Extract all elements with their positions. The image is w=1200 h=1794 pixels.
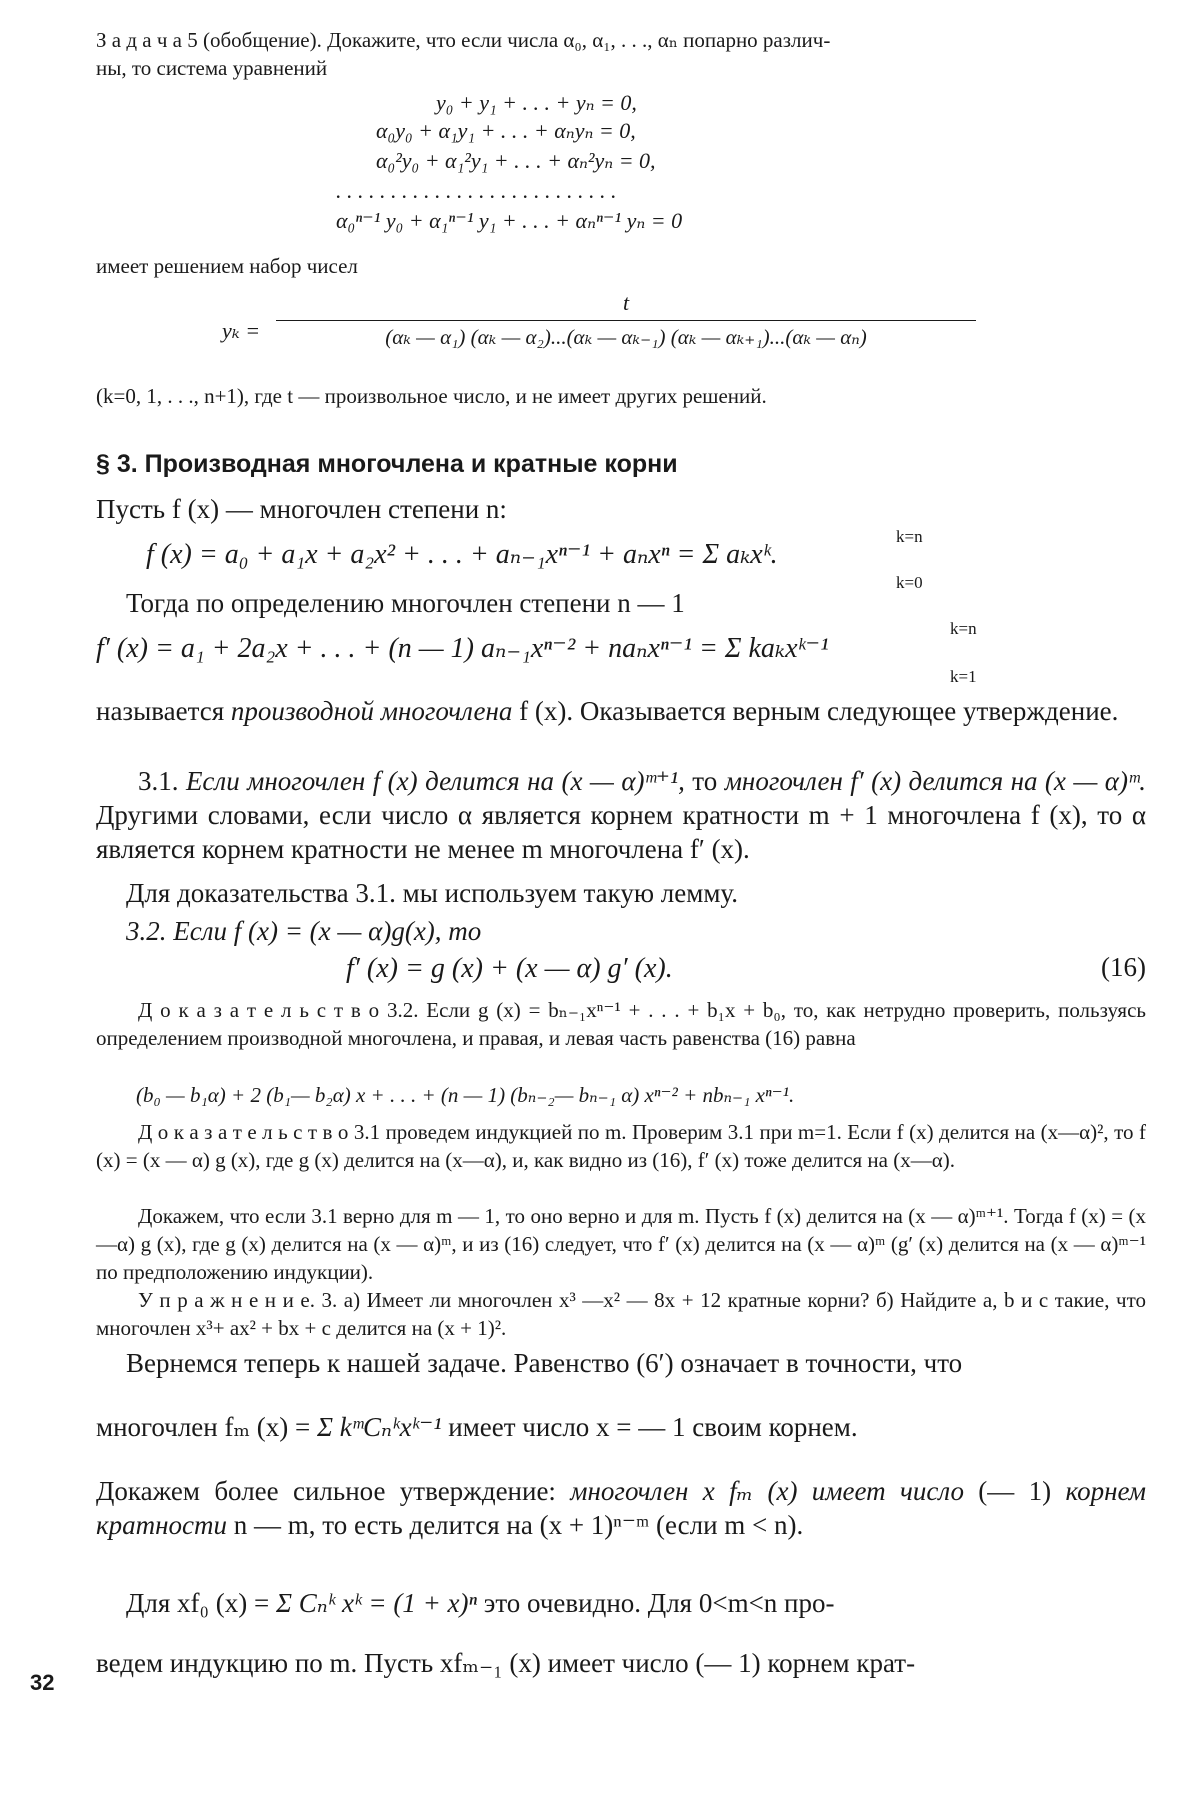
equation-fprime: f′ (x) = a₁ + 2a₂x + . . . + (n — 1) aₙ₋₁xⁿ⁻² + naₙxⁿ⁻¹ = Σ kaₖxᵏ⁻¹ [96, 633, 829, 664]
system-eq1: y₀ + y₁ + . . . + yₙ = 0, [436, 90, 637, 115]
equation-16-number: (16) [1101, 952, 1146, 982]
section-heading: § 3. Производная многочлена и кратные корни [96, 450, 678, 478]
derivative-term: производной многочлена [230, 696, 513, 726]
exercise-3: У п р а ж н е н и е. 3. а) Имеет ли многочлен x³ —x² — 8x + 12 кратные корни? б) Найдите a, b и c такие, что многочлен x³+ ax² + bx + c делится на (x + 1)². [96, 1288, 1146, 1340]
para-fm-root [96, 1410, 1146, 1444]
sum-bottom-label: k=0 [896, 573, 923, 592]
claim-text-e: n — m, то есть делится на (x + 1)ⁿ⁻ᵐ (если m < n). [227, 1510, 804, 1540]
sum2-bottom-label: k=1 [950, 667, 977, 686]
has-solution-text: имеет решением набор чисел [96, 254, 358, 278]
system-eq2: α₀y₀ + α₁y₁ + . . . + αₙyₙ = 0, [376, 118, 636, 143]
problem5-line2: ны, то система уравнений [96, 56, 328, 80]
base-case-lhs: Для xf₀ (x) = [126, 1588, 276, 1618]
fm-sum: Σ kᵐCₙᵏxᵏ⁻¹ [316, 1412, 442, 1442]
para-induction: ведем индукцию по m. Пусть xfₘ₋₁ (x) имеет число (— 1) корнем крат- [96, 1648, 916, 1678]
statement-3-2: 3.2. Если f (x) = (x — α)g(x), то [126, 916, 482, 946]
statement-3-1-conclusion: многочлен f′ (x) делится на (x — α)ᵐ. [724, 766, 1146, 796]
fm-lhs: многочлен fₘ (x) = [96, 1412, 317, 1442]
fraction-bar [276, 320, 976, 321]
para-derivative-def [96, 694, 1146, 728]
statement-3-1-number: 3.1. [138, 766, 179, 796]
problem5-tail: (k=0, 1, . . ., n+1), где t — произвольное число, и не имеет других решений. [96, 384, 767, 408]
problem5-line1: З а д а ч а 5 (обобщение). Докажите, что если числа α₀, α₁, . . ., αₙ попарно различ- [96, 28, 831, 52]
proof-3-1-induction: Докажем, что если 3.1 верно для m — 1, то оно верно и для m. Пусть f (x) делится на (x — α)ᵐ⁺¹. Тогда f (x) = (x—α) g (x), где g (x) делится на (x — α)ᵐ, и из (16) следует, что f′ (x) делится на (x — α)ᵐ (g′ (x) делится на (x — α)ᵐ⁻¹ по предположению индукции). [96, 1204, 1146, 1284]
sum-top-label: k=n [896, 527, 923, 546]
para-then: Тогда по определению многочлен степени n — 1 [126, 588, 685, 618]
system-eq4: α₀ⁿ⁻¹ y₀ + α₁ⁿ⁻¹ y₁ + . . . + αₙⁿ⁻¹ yₙ = 0 [336, 208, 683, 233]
base-case-sum: Σ Cₙᵏ xᵏ = (1 + x)ⁿ [275, 1588, 478, 1618]
proof-3-1: Д о к а з а т е л ь с т в о 3.1 проведем индукцией по m. Проверим 3.1 при m=1. Если f (x) делится на (x—α)², то f (x) = (x — α) g (x), где g (x) делится на (x—α), и, как видно из (16), f′ (x) тоже делится на (x—α). [96, 1120, 1146, 1172]
para-lemma-intro: Для доказательства 3.1. мы используем такую лемму. [126, 878, 738, 908]
claim-text-c: (— 1) [963, 1476, 1066, 1506]
claim-text-a: Докажем более сильное утверждение: [96, 1476, 571, 1506]
system-eq3: α₀²y₀ + α₁²y₁ + . . . + αₙ²yₙ = 0, [376, 148, 656, 173]
statement-3-1-rephrase: Другими словами, если число α является корнем кратности m + 1 многочлена f (x), то α является корнем кратности не менее m многочлена f′ (x). [96, 800, 1146, 864]
para-return: Вернемся теперь к нашей задаче. Равенство (6′) означает в точности, что [126, 1348, 963, 1378]
equation-16: f′ (x) = g (x) + (x — α) g′ (x). [346, 953, 673, 984]
yk-fraction [276, 290, 976, 350]
page-number: 32 [30, 1670, 55, 1695]
statement-3-1-then: то [684, 766, 725, 796]
statement-3-1 [96, 764, 1146, 866]
base-case-rhs: это очевидно. Для 0<m<n про- [477, 1588, 835, 1618]
fm-rhs: имеет число x = — 1 своим корнем. [441, 1412, 858, 1442]
proof-3-2: Д о к а з а т е л ь с т в о 3.2. Если g (x) = bₙ₋₁xⁿ⁻¹ + . . . + b₁x + b₀, то, как нетрудно проверить, пользуясь определением производной многочлена, и правая, и левая часть равенства (16) равна [96, 998, 1146, 1050]
equation-f: f (x) = a₀ + a₁x + a₂x² + . . . + aₙ₋₁xⁿ⁻¹ + aₙxⁿ = Σ aₖxᵏ. [146, 539, 778, 570]
yk-lhs: yₖ = [222, 318, 261, 343]
para-base-case [126, 1586, 1146, 1620]
yk-numerator: t [622, 290, 630, 315]
derivative-text-a: называется [96, 696, 231, 726]
derivative-text-c: f (x). Оказывается верным следующее утверждение. [512, 696, 1119, 726]
equation-b-coeffs: (b₀ — b₁α) + 2 (b₁— b₂α) x + . . . + (n — 1) (bₙ₋₂— bₙ₋₁ α) xⁿ⁻² + nbₙ₋₁ xⁿ⁻¹. [136, 1083, 795, 1107]
claim-text-b: многочлен x fₘ (x) имеет число [570, 1476, 964, 1506]
sum2-top-label: k=n [950, 619, 977, 638]
statement-3-1-if: Если многочлен f (x) делится на (x — α)ᵐ⁺¹, [178, 766, 685, 796]
yk-denominator: (αₖ — α₁) (αₖ — α₂)...(αₖ — αₖ₋₁) (αₖ — αₖ₊₁)...(αₖ — αₙ) [385, 325, 867, 349]
system-dots: . . . . . . . . . . . . . . . . . . . . . . . . . . [336, 178, 617, 203]
para-let-f: Пусть f (x) — многочлен степени n: [96, 494, 507, 524]
para-stronger-claim [96, 1474, 1146, 1542]
claim-text-d: корнем кратности [96, 1476, 1147, 1540]
